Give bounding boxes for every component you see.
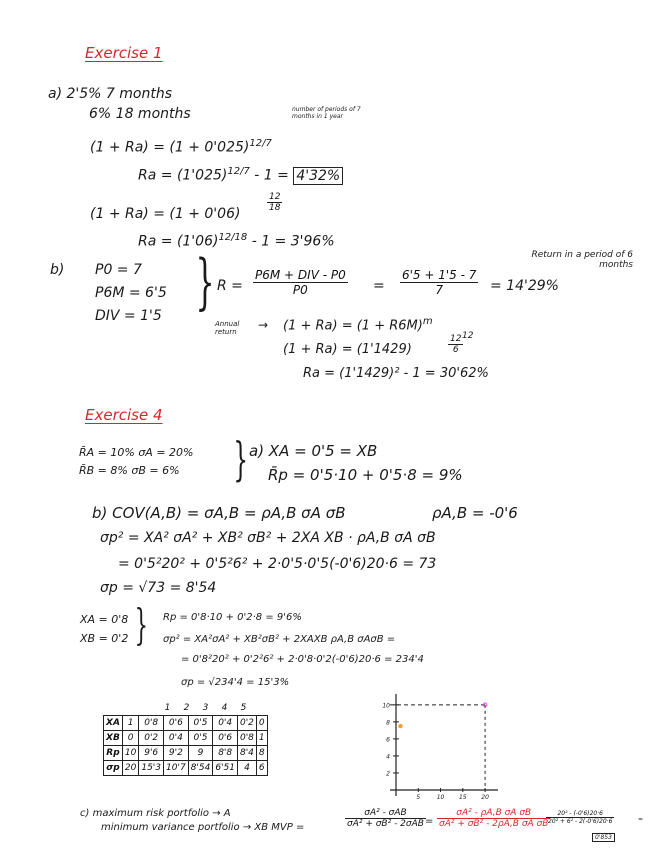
x-tick-label: 5 (416, 794, 421, 801)
y-tick-label: 6 (386, 736, 390, 744)
mvp-fraction-3: $\frac{\text{20² - (-0'6)20·6}}{\text{20² + 6² - 2(-0'6)20·6}}$ (548, 810, 613, 825)
ex4-c-line1: c) maximum risk portfolio → A (80, 808, 231, 819)
ex4-c-xa: XA = 0'8 (80, 613, 129, 626)
ex1-eq1-exponent: 12/7 (249, 138, 272, 149)
y-tick-label: 8 (386, 719, 390, 727)
ex1-eq2: $Ra = (1'025)^{12/7} - 1 = 4'32\%$ (138, 166, 343, 184)
ex1-b-arrow: → (258, 318, 269, 332)
mvp-eq-2: = (638, 816, 644, 823)
y-tick-label: 4 (386, 753, 390, 761)
portfolio-table (103, 715, 268, 776)
ex1-b-eq5: $(1 + Ra) = (1 + R6M)^m$ (283, 316, 433, 334)
ex1-b-eq6-exponent: $\frac{12}{6}$ (450, 334, 462, 355)
mvp-eq: = (425, 816, 434, 827)
ex1-a-line1: a) 2'5% 7 months (48, 86, 172, 102)
ex1-b-annual-label: Annual return (215, 320, 240, 336)
x-tick-label: 15 (458, 794, 467, 801)
ex4-b1-rho: ρA,B = -0'6 (432, 504, 518, 522)
ex1-b-eq5-sub: 12 (462, 331, 474, 341)
mvp-result-box: 0'853 (592, 833, 615, 842)
ex1-b-frac2: $\frac{6'5 + 1'5 - 7}{7}$ (402, 268, 477, 297)
mvp-fraction-2: $\frac{\text{σA² - ρA,B σA σB}}{\text{σA² + σB² - 2ρA,B σA σB}}$ (439, 808, 549, 829)
ex1-b-p0: P0 = 7 (95, 262, 142, 278)
ex4-b4: σp = √73 = 8'54 (100, 580, 217, 596)
risk-return-sketch-chart (360, 690, 500, 802)
ex4-c4: σp = √234'4 = 15'3% (181, 677, 290, 688)
ex4-b2: σp² = XA² σA² + XB² σB² + 2XA XB · ρA,B σA σB (100, 530, 436, 546)
ex1-b-p6m: P6M = 6'5 (95, 285, 167, 301)
ex4-a2: R̄p = 0'5·10 + 0'5·8 = 9% (268, 466, 463, 484)
ex4-c2: σp² = XA²σA² + XB²σB² + 2XAXB ρA,B σAσB = (163, 634, 396, 645)
table-row: XA 1 0'8 0'6 0'5 0'4 0'2 0 (104, 716, 268, 731)
ex1-periods-note: number of periods of 7 months in 1 year (292, 106, 361, 120)
ex1-b-brace: } (195, 247, 215, 317)
ex1-eq3-exponent: $\frac{12}{18}$ (269, 192, 281, 213)
mvp-fraction-1: σA² - σAB σA² + σB² - 2σAB (347, 808, 424, 829)
table-column-numbers: 1 2 3 4 5 (164, 703, 247, 713)
ex1-b-div: DIV = 1'5 (95, 308, 162, 324)
ex1-b-result: = 14'29% (490, 278, 559, 294)
ex1-b-eq: = (373, 278, 385, 294)
ex4-c3: = 0'8²20² + 0'2²6² + 2·0'8·0'2(-0'6)20·6 = 234'4 (181, 654, 424, 665)
ex1-b-eq6: (1 + Ra) = (1'1429) (283, 342, 412, 357)
ex4-a1: a) XA = 0'5 = XB (249, 442, 378, 460)
exercise-4-heading: Exercise 4 (85, 406, 163, 424)
table-row: σp 20 15'3 10'7 8'54 6'51 4 6 (104, 761, 268, 776)
ex4-brace: } (233, 432, 248, 486)
data-point (398, 724, 402, 728)
ex4-rb: R̄B = 8% σB = 6% (79, 464, 180, 477)
ex1-b-eq7: Ra = (1'1429)² - 1 = 30'62% (303, 366, 489, 381)
ex1-eq4: $Ra = (1'06)^{12/18} - 1 = 3'96\%$ (138, 232, 335, 250)
ex4-b1: b) COV(A,B) = σA,B = ρA,B σA σB (92, 504, 346, 522)
ex1-result-box: 4'32% (293, 167, 343, 185)
table-row: Rp 10 9'6 9'2 9 8'8 8'4 8 (104, 746, 268, 761)
ex1-b-R: R = (217, 278, 243, 294)
ex4-c-line2: minimum variance portfolio → XB MVP = (101, 822, 305, 833)
ex4-b3: = 0'5²20² + 0'5²6² + 2·0'5·0'5(-0'6)20·6 = 73 (118, 556, 437, 572)
ex4-c1: Rp = 0'8·10 + 0'2·8 = 9'6% (163, 612, 302, 623)
ex4-ra: R̄A = 10% σA = 20% (79, 446, 194, 459)
ex1-b-frac1: P6M + DIV - P0 P0 (255, 268, 346, 297)
ex4-c-xb: XB = 0'2 (80, 632, 129, 645)
ex4-c-brace: } (134, 600, 149, 649)
table-row: XB 0 0'2 0'4 0'5 0'6 0'8 1 (104, 731, 268, 746)
ex1-eq3: (1 + Ra) = (1 + 0'06) (90, 206, 241, 222)
y-tick-label: 2 (386, 770, 390, 778)
ex1-b-note: Return in a period of 6 months (531, 250, 633, 270)
ex1-b-label: b) (50, 262, 65, 278)
y-tick-label: 10 (382, 702, 390, 710)
x-tick-label: 10 (436, 794, 445, 801)
exercise-1-heading: Exercise 1 (85, 44, 163, 62)
ex1-eq1: $(1 + Ra) = (1 + 0'025)^{12/7}$ (90, 138, 272, 156)
ex1-a-line2: 6% 18 months (89, 106, 191, 122)
x-tick-label: 20 (481, 794, 489, 801)
